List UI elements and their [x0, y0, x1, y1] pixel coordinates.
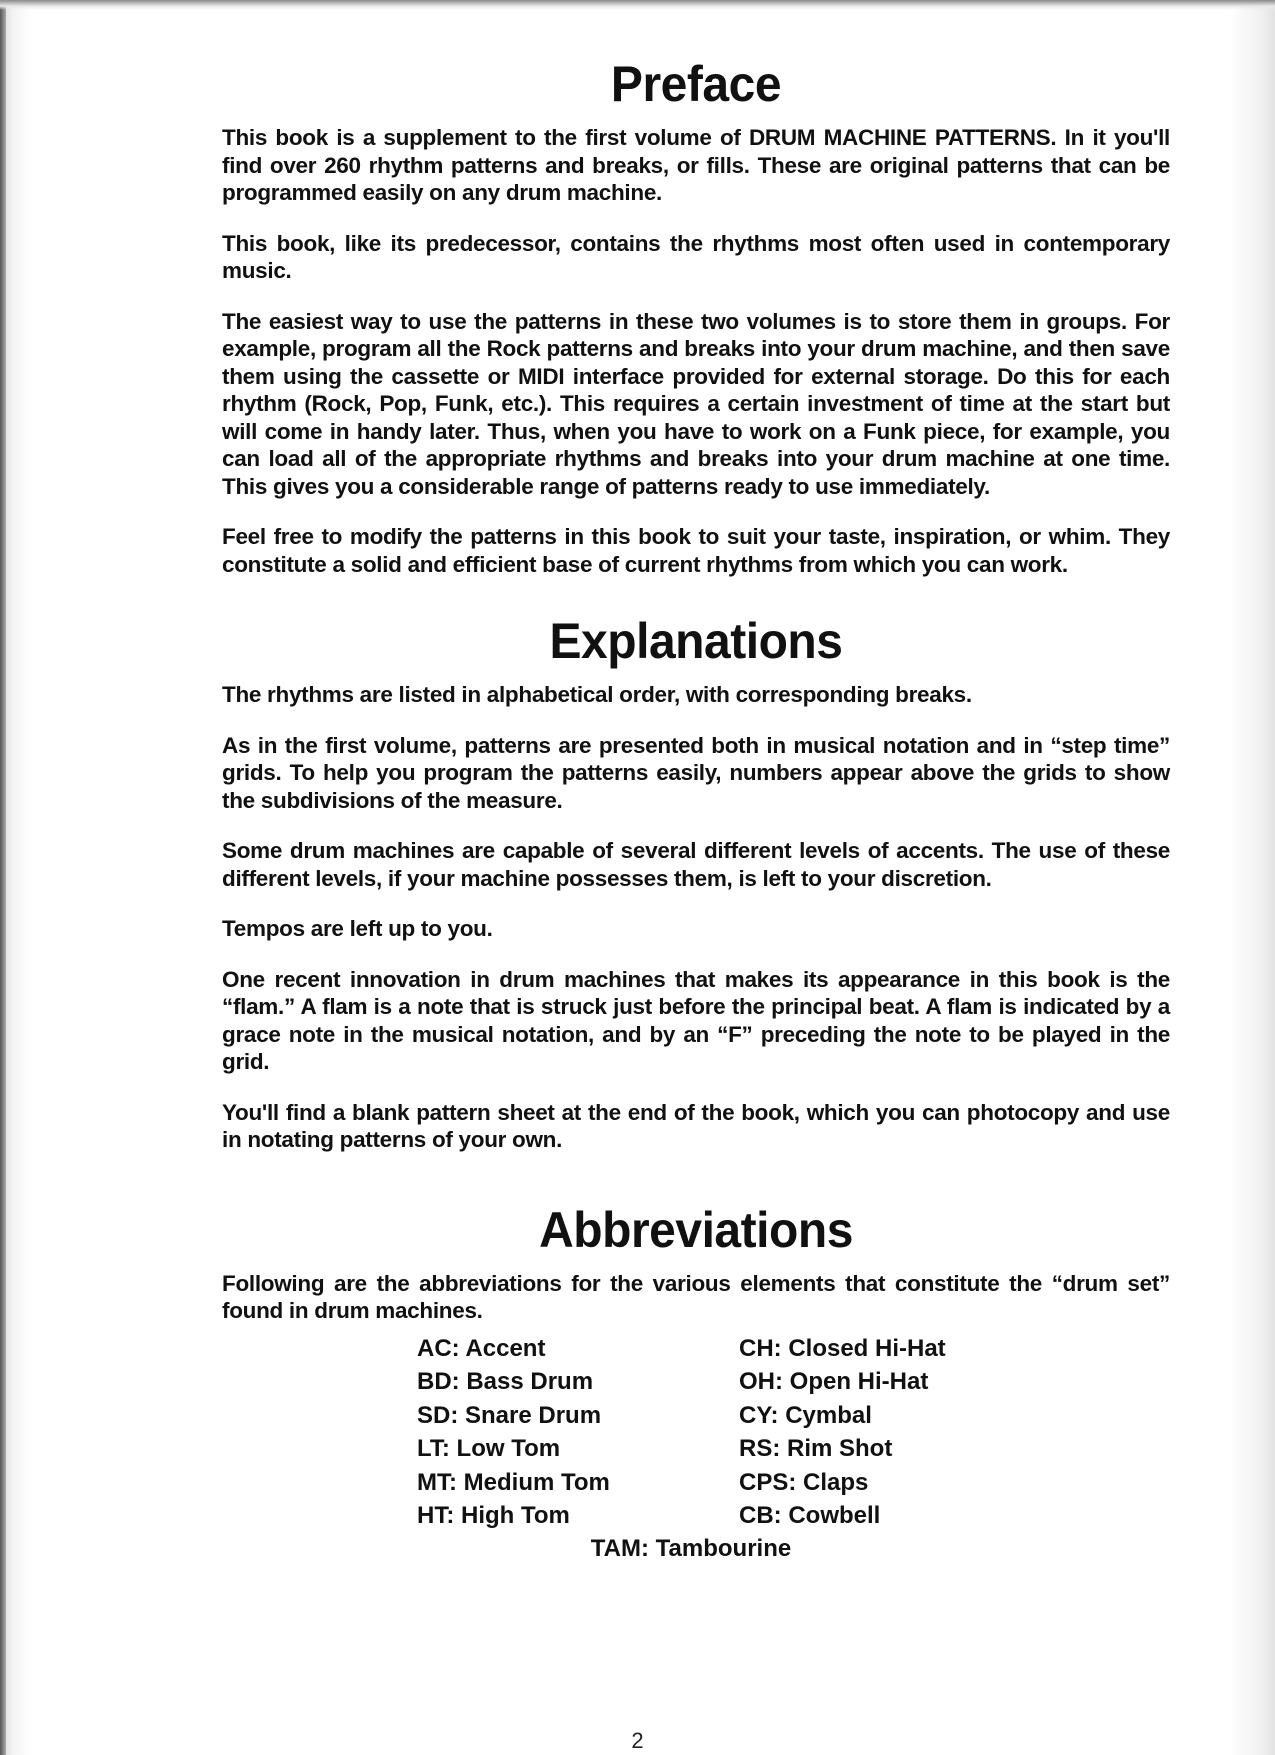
abbreviation-item-tambourine: TAM: Tambourine [590, 1535, 792, 1562]
abbreviation-item: BD: Bass Drum [417, 1368, 594, 1395]
abbreviation-item: RS: Rim Shot [739, 1435, 893, 1462]
preface-heading: Preface [610, 56, 782, 112]
page-number: 2 [631, 1728, 644, 1753]
abbreviation-item: CH: Closed Hi-Hat [739, 1334, 946, 1362]
preface-section [222, 44, 1170, 578]
abbreviations-intro: Following are the abbreviations for the various elements that constitute the “drum set” found in drum machines. [222, 1270, 1170, 1323]
preface-paragraph: The easiest way to use the patterns in these two volumes is to store them in groups. For example, program all the Rock patterns and breaks into your drum machine, and then save them using the cassette or MIDI interface provided for external storage. Do this for each rhythm (Rock, Pop, Funk, etc.). This requires a certain investment of time at the start but will come in handy later. Thus, when you have to work on a Funk piece, for example, you can load all of the appropriate rhythms and breaks into your drum machine at one time. This gives you a considerable range of patterns ready to use immediately. [222, 308, 1170, 499]
abbreviation-item: MT: Medium Tom [417, 1468, 610, 1496]
preface-paragraph: This book is a supplement to the first volume of DRUM MACHINE PATTERNS. In it you'll find over 260 rhythm patterns and breaks, or fills. These are original patterns that can be programmed easily on any drum machine. [222, 125, 1170, 205]
abbreviation-item: LT: Low Tom [417, 1435, 561, 1462]
explanations-paragraph: You'll find a blank pattern sheet at the end of the book, which you can photocopy and use in notating patterns of your own. [222, 1099, 1170, 1152]
abbreviation-item: OH: Open Hi-Hat [739, 1368, 929, 1395]
page-top-shadow [0, 0, 1275, 10]
explanations-paragraph: Tempos are left up to you. [222, 916, 493, 941]
preface-paragraph: Feel free to modify the patterns in this book to suit your taste, inspiration, or whim. They constitute a solid and efficient base of current rhythms from which you can work. [222, 524, 1170, 577]
page-binding-edge [0, 0, 6, 1755]
abbreviations-section [222, 1190, 1170, 1564]
abbreviation-item: AC: Accent [417, 1334, 546, 1362]
explanations-heading: Explanations [549, 613, 843, 669]
abbreviation-item: CB: Cowbell [739, 1502, 881, 1529]
abbreviation-item: CPS: Claps [739, 1468, 869, 1496]
explanations-section [222, 601, 1170, 1154]
abbreviation-item: CY: Cymbal [739, 1401, 872, 1429]
explanations-paragraph: One recent innovation in drum machines that makes its appearance in this book is the “flam.” A flam is a note that is struck just before the principal beat. A flam is indicated by a grace note in the musical notation, and by an “F” preceding the note to be played in the grid. [222, 966, 1170, 1074]
page-content [222, 44, 1170, 1563]
explanations-paragraph: The rhythms are listed in alphabetical order, with corresponding breaks. [222, 682, 972, 707]
abbreviation-item: HT: High Tom [417, 1502, 570, 1529]
abbreviations-list [417, 1334, 1170, 1531]
abbreviation-item: SD: Snare Drum [417, 1401, 602, 1429]
explanations-paragraph: As in the first volume, patterns are presented both in musical notation and in “step time” grids. To help you program the patterns easily, numbers appear above the grids to show the subdivisions of the measure. [222, 732, 1170, 813]
explanations-paragraph: Some drum machines are capable of several different levels of accents. The use of these different levels, if your machine possesses them, is left to your discretion. [222, 838, 1170, 891]
preface-paragraph: This book, like its predecessor, contains the rhythms most often used in contemporary music. [222, 230, 1170, 283]
abbreviations-heading: Abbreviations [539, 1201, 853, 1258]
